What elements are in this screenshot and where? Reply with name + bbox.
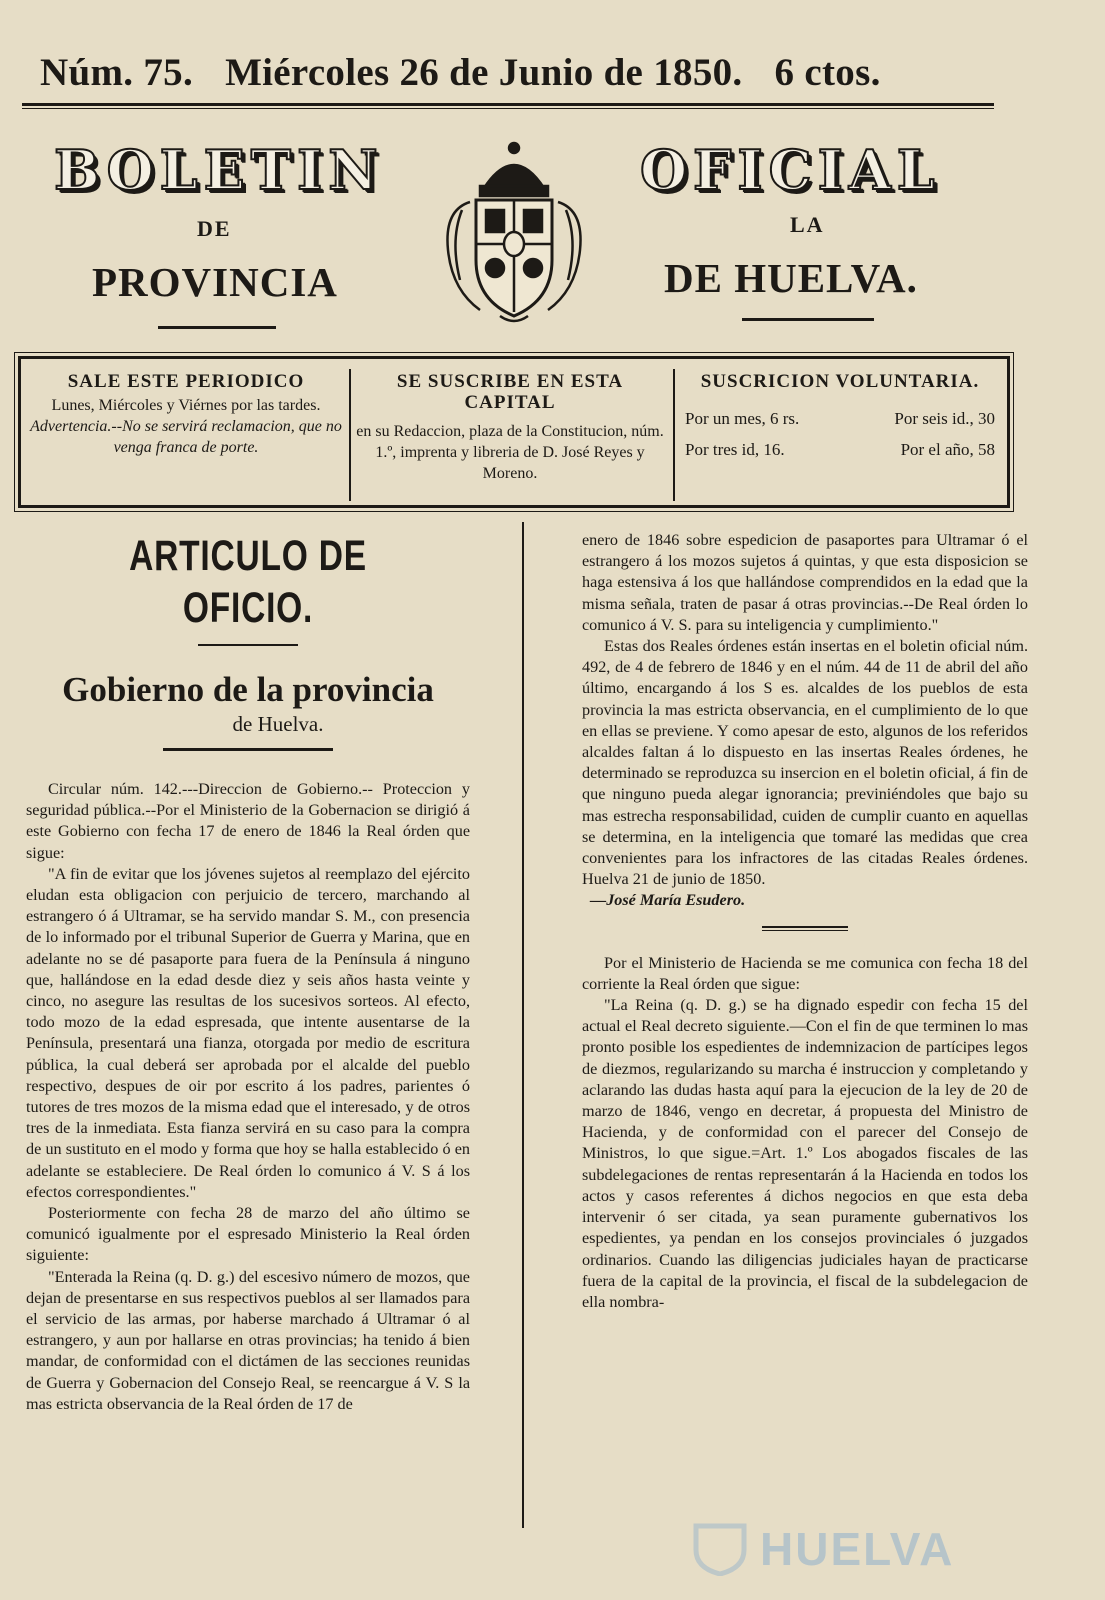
masthead-rule-left [158, 326, 276, 329]
section-title: ARTICULO DE OFICIO. [129, 532, 367, 632]
royal-order-1: "A fin de evitar que los jóvenes sujetos al reemplazo del ejército eludan esta obligacion con perjuicio de tercero, marchando al estrangero ó á Ultramar, se ha servido mandar S. M., con presencia de lo informado por el tribunal Superior de Guerra y Marina, que en adelante no se dé pasaporte para fuera de la Península á ninguno que, hallándose en la edad desde diez y seis años hasta veinte y cinco, no asegure las resultas de los sucesivos sorteos. Al efecto, todo mozo de la edad espresada, que intente ausentarse de la Península, presentará una fianza, otorgada por medio de escritura pública, la cual deberá ser aprobada por el alcalde del pueblo respectivo, despues de oir por escrito á los padres, parientes ó tutores de tres mozos de la misma edad que el interesado, y de otros tres de la inmediata. Esta fianza servirá en su caso para la compra de un sustituto en el modo y forma que hoy se halla establecido ó en adelante se estableciere. De Real órden lo comunico á V. S á los efectos correspondientes." [26, 864, 470, 1201]
subscribe-title: SE SUSCRIBE EN ESTA CAPITAL [396, 371, 624, 413]
governor-signature: —José María Esudero. [590, 891, 746, 910]
subscribe-text: en su Redaccion, plaza de la Constitucion, núm. 1.º, imprenta y libreria de D. José Reyes y Moreno. [356, 423, 664, 482]
masthead-big-left: PROVINCIA [92, 259, 338, 305]
government-title: Gobierno de la provincia [62, 670, 434, 709]
masthead-rule-right [742, 318, 874, 321]
issue-number: Núm. 75. [40, 51, 193, 94]
price-row-1 [679, 408, 1001, 429]
royal-order-2: "Enterada la Reina (q. D. g.) del escesivo número de mozos, que dejan de presentarse en sus respectivos pueblos al ser llamados para el servicio de las armas, por haberse marchado á Ultramar ó al estrangero, y aun por hallarse en otras provincias; ha tenido á bien mandar, de conformidad con el dictámen de las secciones reunidas de Guerra y Gobernacion del Consejo Real, se reencargue á V. S la mas estricta observancia de la Real órden de 17 de [26, 1267, 470, 1413]
article-separator [762, 926, 848, 931]
circular-paragraph: Circular núm. 142.---Direccion de Gobierno.-- Proteccion y seguridad pública.--Por el Ministerio de la Gobernacion se dirigió á este Gobierno con fecha 17 de enero de 1846 la Real órden que sigue: [26, 780, 470, 862]
header-rule [22, 103, 994, 109]
column-divider [522, 522, 524, 1528]
price-six-months: Por seis id., 30 [894, 409, 995, 428]
continued-order: enero de 1846 sobre espedicion de pasaportes para Ultramar ó el estrangero á los mozos sujetos á quintas, y que esta disposicion se haga estensiva á los que hallándose comprendidos en la edad que la misma señala, traten de pasar á otras provincias.--De Real órden lo comunico á V. S. para su inteligencia y cumplimiento." [582, 531, 1028, 634]
issue-dateline [40, 50, 1000, 95]
government-rule [163, 748, 333, 751]
hacienda-intro: Por el Ministerio de Hacienda se me comunica con fecha 18 del corriente la Real órden que sigue: [582, 953, 1028, 993]
issue-date: Miércoles 26 de Junio de 1850. [225, 51, 743, 94]
watermark-shield-icon [690, 1520, 750, 1576]
governor-notice: Estas dos Reales órdenes están insertas en el boletin oficial núm. 492, de 4 de febrero de 1846 y en el núm. 44 de 11 de abril del año último, encargando á los S es. alcaldes de los pueblos de esta provincia la mas estricta observancia, en el cumplimiento de lo que en ellas se previene. Y como apesar de esto, algunos de los referidos alcaldes faltan á lo dispuesto en las insertas Reales órdenes, he determinado se reproduzca su insercion en el boletin oficial, á fin de que ninguno pueda alegar ignorancia; previniéndoles que bajo su mas estrecha responsabilidad, cuiden de cumplir cuanto en aquellas se determina, en la inteligencia que tomaré las medidas que crea convenientes para los infractores de las citadas Reales órdenes. Huelva 21 de junio de 1850. [582, 637, 1028, 889]
info-divider-1 [349, 369, 351, 501]
price-one-year: Por el año, 58 [900, 440, 995, 459]
info-subscription-prices [679, 371, 1001, 497]
royal-decree: "La Reina (q. D. g.) se ha dignado espedir con fecha 15 del actual el Real decreto siguiente.—Con el fin de que terminen lo mas pronto posible los espedientes de indemnizacion de partícipes legos de diezmos, regularizando su marcha é instruccion y completando y aclarando las dudas hasta aquí para la ejecucion de la ley de 20 de marzo de 1846, vengo en decretar, á propuesta del Ministro de Hacienda, y de conformidad con el parecer del Consejo de Ministros, lo que sigue.=Art. 1.º Los abogados fiscales de las subdelegaciones de rentas representarán á la Hacienda en todos los actos y casos referentes á dichos negocios en que esta deba intervenir ó ser citada, ya sean puramente gubernativos los espedientes, ya pendan en los consejos provinciales ó juzgados ordinarios. Cuando las diligencias judiciales hayan de practicarse fuera de la capital de la provincia, el fiscal de la subdelegacion de ella nombra- [582, 996, 1028, 1311]
masthead-big-right: DE HUELVA. [664, 255, 918, 301]
royal-crest-icon [440, 140, 588, 325]
schedule-text: Lunes, Miércoles y Viérnes por las tardes. [51, 397, 321, 414]
right-column [582, 530, 1028, 1313]
schedule-title: SALE ESTE PERIODICO [67, 371, 305, 392]
later-order-intro: Posteriormente con fecha 28 de marzo del año último se comunicó igualmente por el espresado Ministerio la Real órden siguiente: [26, 1204, 470, 1265]
price-three-months: Por tres id, 16. [685, 440, 785, 459]
price-row-2 [679, 439, 1001, 460]
info-divider-2 [673, 369, 675, 501]
subscription-info-box [18, 356, 1010, 508]
ornament-rule [198, 644, 298, 652]
masthead-small-right: LA [790, 212, 825, 237]
price-one-month: Por un mes, 6 rs. [685, 409, 800, 428]
masthead-small-left: DE [197, 216, 232, 241]
issue-price: 6 ctos. [774, 51, 881, 94]
prices-title: SUSCRICION VOLUNTARIA. [700, 371, 980, 392]
info-publication-schedule [27, 371, 345, 497]
schedule-note: Advertencia.--No se servirá reclamacion, que no venga franca de porte. [30, 418, 342, 456]
left-column [26, 530, 470, 1415]
masthead-word-right: OFICIAL [640, 138, 941, 202]
masthead-word-left: BOLETIN [54, 138, 384, 202]
government-subtitle: de Huelva. [232, 712, 324, 736]
info-subscribe-location [355, 371, 665, 497]
watermark-text: HUELVA [760, 1523, 955, 1575]
